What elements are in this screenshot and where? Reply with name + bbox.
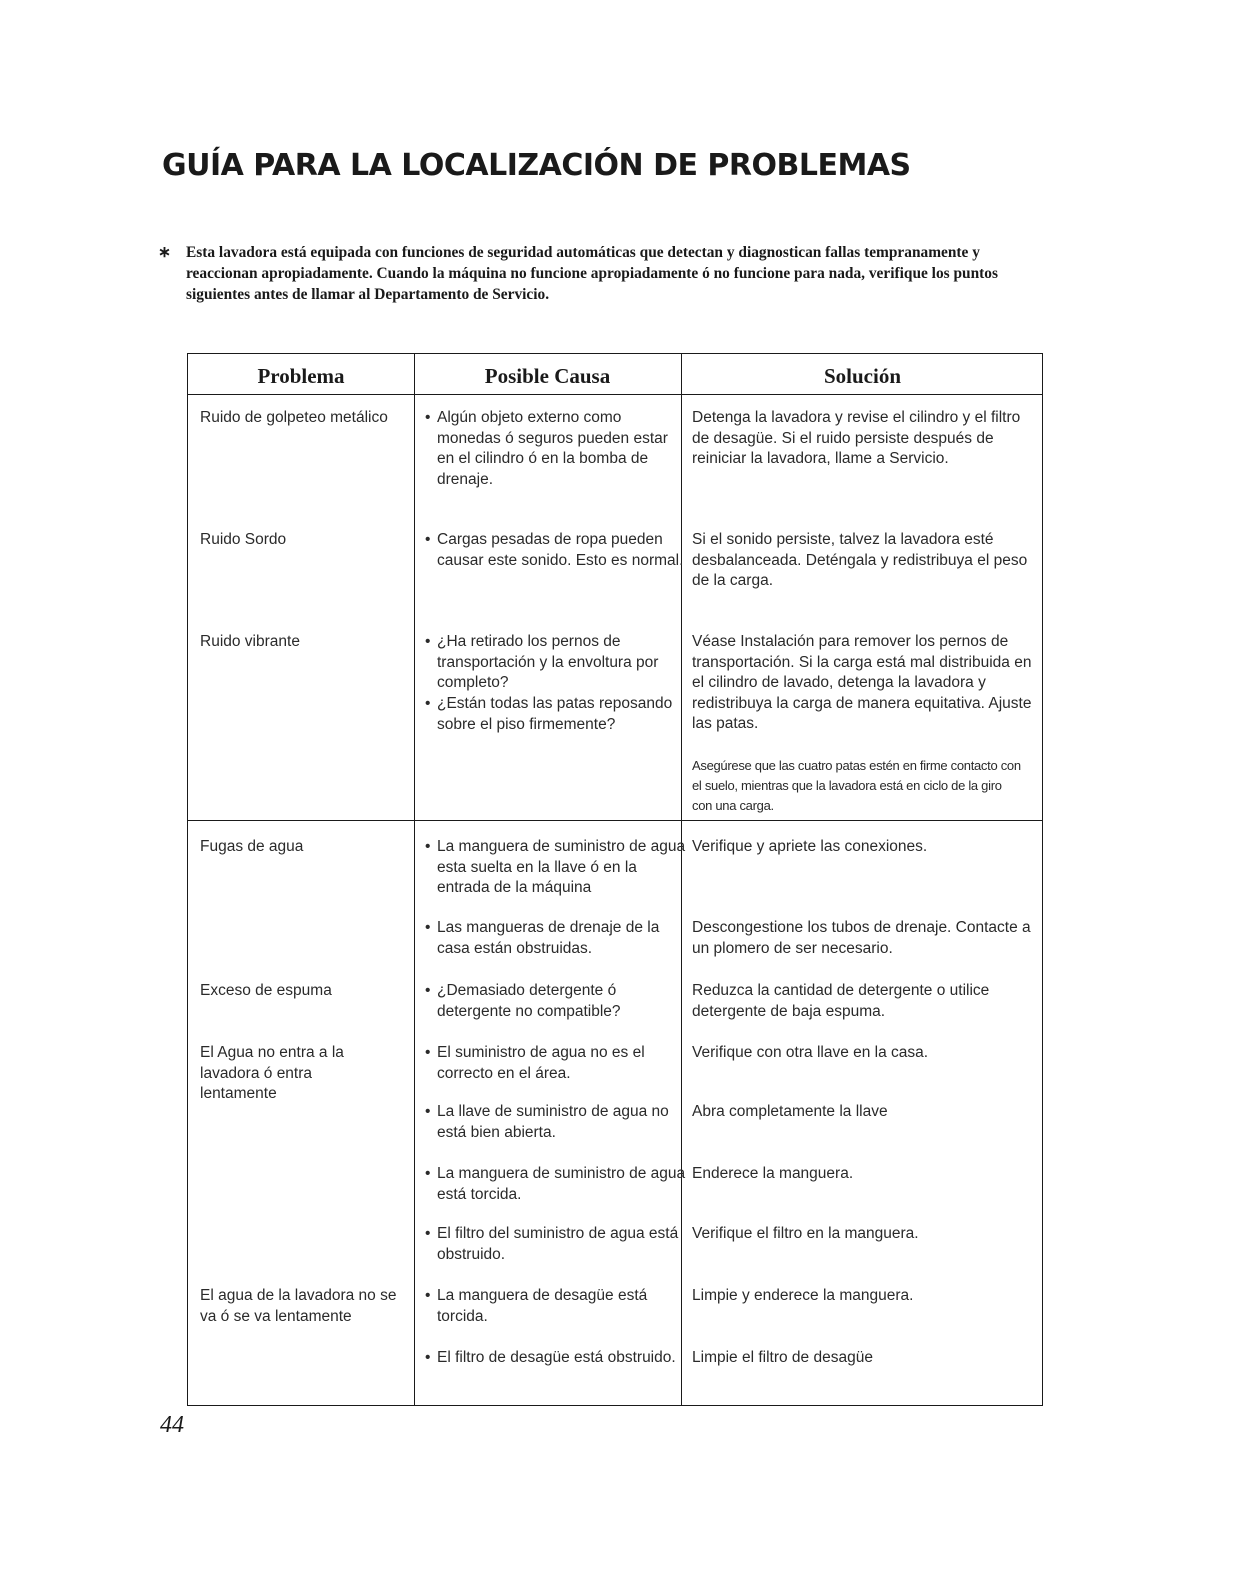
bullet-icon: • xyxy=(425,531,431,548)
header-solution: Solución xyxy=(823,364,902,388)
bullet-icon: • xyxy=(425,633,431,650)
problem-cell: El agua de la lavadora no se va ó se va lentamente xyxy=(200,1287,397,1325)
solution-cell: Enderece la manguera. xyxy=(692,1165,854,1182)
header-problem: Problema xyxy=(257,364,345,388)
solution-cell-note: Asegúrese que las cuatro patas estén en firme contacto con el suelo, mientras que la lavadora está en ciclo de la giro con una carga. xyxy=(692,758,1021,813)
bullet-icon: • xyxy=(425,409,431,426)
solution-cell: Si el sonido persiste, talvez la lavadora esté desbalanceada. Deténgala y redistribuya el peso de la carga. xyxy=(692,531,1028,589)
solution-cell: Detenga la lavadora y revise el cilindro y el filtro de desagüe. Si el ruido persiste después de reiniciar la lavadora, llame a Servicio. xyxy=(692,409,1021,467)
problem-cell: El Agua no entra a la lavadora ó entra lentamente xyxy=(200,1044,344,1102)
cause-cell: • El filtro del suministro de agua está obstruido. xyxy=(425,1225,679,1263)
bullet-icon: • xyxy=(425,838,431,855)
cause-cell: • El suministro de agua no es el correcto en el área. xyxy=(425,1044,645,1082)
cause-cell: • ¿Demasiado detergente ó detergente no compatible? xyxy=(425,982,621,1020)
page-number: 44 xyxy=(160,1412,184,1438)
intro-text: Esta lavadora está equipada con funciones de seguridad automáticas que detectan y diagnostican fallas tempranamente y reaccionan apropiadamente. Cuando la máquina no funcione apropiadamente ó no funcione para nada, verifique los puntos siguientes antes de llamar al Departamento de Servicio. xyxy=(186,244,998,303)
header-divider xyxy=(188,394,1042,395)
cause-cell: • La llave de suministro de agua no está bien abierta. xyxy=(425,1103,669,1141)
problem-cell: Fugas de agua xyxy=(200,838,304,855)
row-divider xyxy=(188,820,1042,821)
solution-cell: Verifique el filtro en la manguera. xyxy=(692,1225,919,1242)
solution-cell: Verifique con otra llave en la casa. xyxy=(692,1044,929,1061)
problem-cell: Ruido Sordo xyxy=(200,531,287,548)
header-cause: Posible Causa xyxy=(484,364,611,388)
asterisk-icon: ∗ xyxy=(158,244,171,261)
page-title: GUÍA PARA LA LOCALIZACIÓN DE PROBLEMAS xyxy=(162,148,911,183)
cause-cell: • ¿Ha retirado los pernos de transportación y la envoltura por completo? xyxy=(425,633,659,691)
bullet-icon: • xyxy=(425,695,431,712)
solution-cell: Reduzca la cantidad de detergente o utilice detergente de baja espuma. xyxy=(692,982,990,1020)
bullet-icon: • xyxy=(425,919,431,936)
bullet-icon: • xyxy=(425,1044,431,1061)
problem-cell: Ruido de golpeteo metálico xyxy=(200,409,388,426)
bullet-icon: • xyxy=(425,1103,431,1120)
solution-cell: Véase Instalación para remover los pernos de transportación. Si la carga está mal distribuida en el cilindro de lavado, detenga la lavadora y redistribuya la carga de manera equitativa. Ajuste las patas. xyxy=(692,633,1032,732)
bullet-icon: • xyxy=(425,1225,431,1242)
bullet-icon: • xyxy=(425,1349,431,1366)
solution-cell: Abra completamente la llave xyxy=(692,1103,888,1120)
solution-cell: Verifique y apriete las conexiones. xyxy=(692,838,928,855)
column-divider xyxy=(414,354,415,1405)
cause-cell: • Algún objeto externo como monedas ó seguros pueden estar en el cilindro ó en la bomba de drenaje. xyxy=(425,409,668,488)
cause-cell: • Cargas pesadas de ropa pueden causar este sonido. Esto es normal. xyxy=(425,531,684,569)
intro-note xyxy=(158,242,1038,305)
solution-cell: Descongestione los tubos de drenaje. Contacte a un plomero de ser necesario. xyxy=(692,919,1031,957)
cause-cell: • La manguera de suministro de agua esta suelta en la llave ó en la entrada de la máquina xyxy=(425,838,686,896)
troubleshooting-table xyxy=(187,353,1043,1406)
cause-cell: • ¿Están todas las patas reposando sobre el piso firmemente? xyxy=(425,695,673,733)
bullet-icon: • xyxy=(425,982,431,999)
bullet-icon: • xyxy=(425,1287,431,1304)
cause-cell: • La manguera de desagüe está torcida. xyxy=(425,1287,648,1325)
problem-cell: Ruido vibrante xyxy=(200,633,300,650)
cause-cell: • La manguera de suministro de agua está torcida. xyxy=(425,1165,686,1203)
cause-cell: • El filtro de desagüe está obstruido. xyxy=(425,1348,687,1369)
cause-cell: • Las mangueras de drenaje de la casa están obstruidas. xyxy=(425,919,660,957)
solution-cell: Limpie y enderece la manguera. xyxy=(692,1287,914,1304)
solution-cell: Limpie el filtro de desagüe xyxy=(692,1349,873,1366)
bullet-icon: • xyxy=(425,1165,431,1182)
problem-cell: Exceso de espuma xyxy=(200,982,332,999)
